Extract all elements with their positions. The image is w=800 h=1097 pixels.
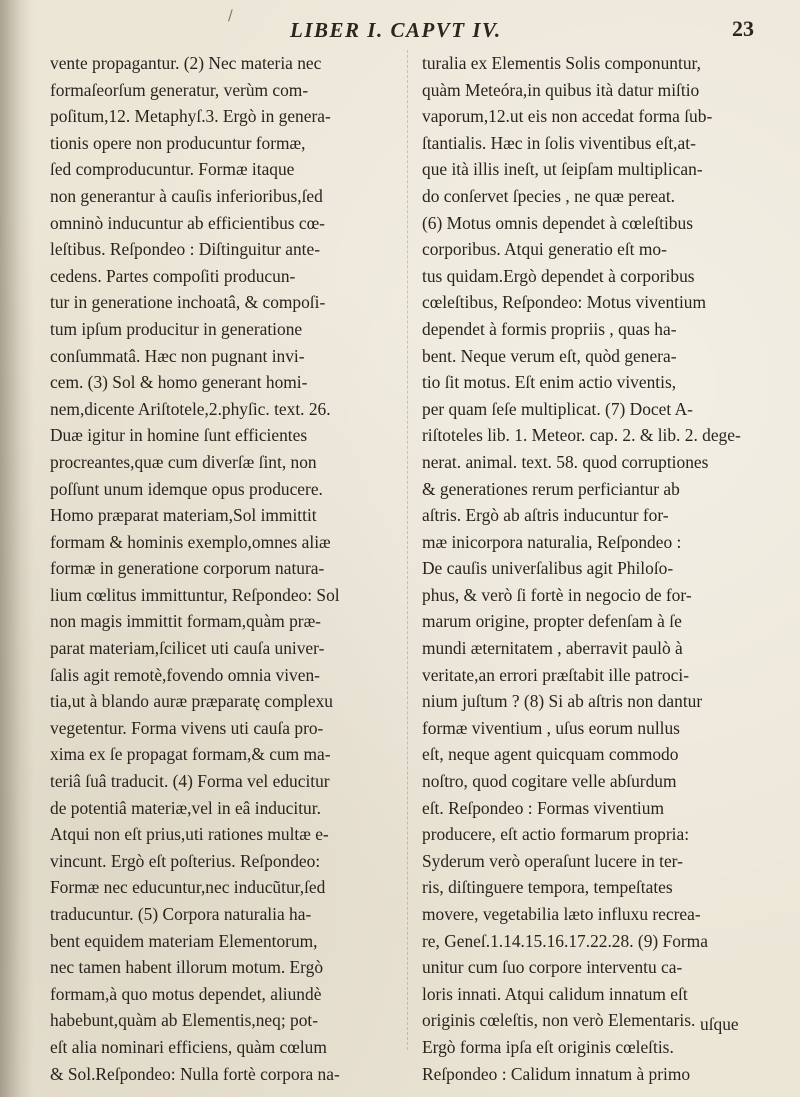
text-line: habebunt,quàm ab Elementis,neq; pot- — [50, 1010, 319, 1031]
text-line: poſſunt unum idemque opus producere. — [50, 478, 323, 499]
text-line: Homo præparat materiam,Sol immittit — [50, 505, 317, 526]
text-line: aſtris. Ergò ab aſtris inducuntur for- — [422, 505, 669, 526]
text-line: corporibus. Atqui generatio eſt mo- — [422, 239, 667, 260]
text-line: cem. (3) Sol & homo generant homi- — [50, 372, 308, 393]
page-number: 23 — [732, 16, 754, 41]
text-line: do conſervet ſpecies , ne quæ pereat. — [422, 185, 676, 206]
right-text-column — [422, 50, 774, 1087]
margin-mark: / — [228, 8, 233, 24]
catchword: uſque — [700, 1014, 739, 1034]
text-line: de potentiâ materiæ,vel in eâ inducitur. — [50, 797, 321, 818]
text-line: producere, eſt actio formarum propria: — [422, 824, 690, 845]
text-line: lium cœlitus immittuntur, Reſpondeo: Sol — [50, 584, 340, 605]
text-line: eſt. Reſpondeo : Formas viventium — [422, 797, 664, 818]
text-line: leſtibus. Reſpondeo : Diſtinguitur ante- — [50, 239, 320, 260]
text-line: tia,ut à blando auræ præparatę complexu — [50, 691, 333, 712]
text-line: quàm Meteóra,in quibus ità datur miſtio — [422, 79, 700, 100]
text-line: tus quidam.Ergò dependet à corporibus — [422, 265, 695, 286]
text-line: riſtoteles lib. 1. Meteor. cap. 2. & lib. 2. dege- — [422, 425, 741, 446]
text-line: loris innati. Atqui calidum innatum eſt — [422, 983, 688, 1004]
text-line: bent equidem materiam Elementorum, — [50, 930, 318, 951]
text-line: formæ in generatione corporum natura- — [50, 558, 325, 579]
text-line: Duæ igitur in homine ſunt efficientes — [50, 425, 308, 446]
text-line: noſtro, quod cogitare velle abſurdum — [422, 771, 677, 792]
text-line: nem,dicente Ariſtotele,2.phyſic. text. 26. — [50, 398, 331, 419]
text-line: traducuntur. (5) Corpora naturalia ha- — [50, 904, 312, 924]
text-line: formaſeorſum generatur, verùm com- — [50, 79, 309, 100]
text-line: (6) Motus omnis dependet à cœleſtibus — [422, 212, 693, 233]
text-line: Ergò forma ipſa eſt originis cœleſtis. — [422, 1036, 674, 1057]
gutter-shadow — [0, 0, 34, 1097]
text-line: poſitum,12. Metaphyſ.3. Ergò in genera- — [50, 106, 331, 127]
text-line: eſt, neque agent quicquam commodo — [422, 744, 679, 765]
text-line: tio ſit motus. Eſt enim actio viventis, — [422, 372, 677, 393]
text-line: Syderum verò operaſunt lucere in ter- — [422, 850, 683, 871]
text-line: tur in generatione inchoatâ, & compoſi- — [50, 292, 326, 313]
text-line: Formæ nec educuntur,nec inducũtur,ſed — [50, 877, 326, 898]
text-line: phus, & verò ſi fortè in negocio de for- — [422, 584, 692, 605]
text-line: nium juſtum ? (8) Si ab aſtris non dantur — [422, 691, 703, 712]
text-line: tum ipſum producitur in generatione — [50, 318, 303, 339]
text-line: non generantur à cauſis inferioribus,ſed — [50, 185, 323, 206]
text-line: re, Geneſ.1.14.15.16.17.22.28. (9) Forma — [422, 930, 708, 951]
text-line: mæ inicorpora naturalia, Reſpondeo : — [422, 531, 682, 552]
text-line: ſalis agit remotè,fovendo omnia viven- — [50, 664, 320, 685]
text-line: ſed comproducuntur. Formæ itaque — [50, 159, 295, 180]
text-line: unitur cum ſuo corpore interventu ca- — [422, 957, 683, 978]
text-line: nerat. animal. text. 58. quod corruptiones — [422, 451, 709, 472]
text-line: vaporum,12.ut eis non accedat forma ſub- — [422, 106, 713, 127]
text-line: procreantes,quæ cum diverſæ ſint, non — [50, 451, 317, 472]
text-line: vincunt. Ergò eſt poſterius. Reſpondeo: — [50, 850, 321, 871]
text-line: teriâ ſuâ traducit. (4) Forma vel educitur — [50, 771, 330, 792]
text-line: originis cœleſtis, non verò Elementaris. — [422, 1010, 696, 1031]
text-line: ris, diſtinguere tempora, tempeſtates — [422, 877, 673, 898]
text-line: Reſpondeo : Calidum innatum à primo — [422, 1063, 691, 1084]
text-line: cœleſtibus, Reſpondeo: Motus viventium — [422, 292, 707, 313]
text-line: Atqui non eſt prius,uti rationes multæ e- — [50, 824, 329, 845]
text-line: mundi æternitatem , aberravit paulò à — [422, 638, 683, 659]
text-line: eſt alia nominari efficiens, quàm cœlum — [50, 1036, 327, 1057]
text-line: nec tamen habent illorum motum. Ergò — [50, 957, 324, 978]
text-line: cedens. Partes compoſiti producun- — [50, 265, 296, 286]
text-line: per quam ſeſe multiplicat. (7) Docet A- — [422, 398, 693, 419]
text-line: movere, vegetabilia læto influxu recrea- — [422, 904, 701, 924]
text-line: vente propagantur. (2) Nec materia nec — [50, 53, 322, 73]
text-line: veritate,an errori præſtabit ille patroci- — [422, 664, 690, 685]
text-line: De cauſis univerſalibus agit Philoſo- — [422, 558, 674, 579]
text-line: parat materiam,ſcilicet uti cauſa univer- — [50, 638, 325, 659]
text-line: tionis opere non producuntur formæ, — [50, 132, 306, 153]
text-line: formam & hominis exemplo,omnes aliæ — [50, 531, 331, 552]
text-line: omninò inducuntur ab efficientibus cœ- — [50, 212, 325, 233]
text-line: bent. Neque verum eſt, quòd genera- — [422, 345, 677, 366]
text-line: conſummatâ. Hæc non pugnant invi- — [50, 345, 305, 366]
text-line: xima ex ſe propagat formam,& cum ma- — [50, 744, 331, 765]
text-line: formam,à quo motus dependet, aliundè — [50, 983, 322, 1004]
text-line: marum origine, propter defenſam à ſe — [422, 611, 682, 632]
text-line: que ità illis ineſt, ut ſeipſam multiplican- — [422, 159, 703, 180]
text-line: turalia ex Elementis Solis componuntur, — [422, 53, 701, 73]
left-text-column — [50, 50, 395, 1087]
text-line: non magis immittit formam,quàm præ- — [50, 611, 321, 632]
running-head: LIBER I. CAPVT IV. — [290, 18, 502, 42]
text-line: & generationes rerum perficiantur ab — [422, 478, 680, 499]
column-divider — [407, 50, 408, 1050]
text-line: & Sol.Reſpondeo: Nulla fortè corpora na- — [50, 1063, 340, 1084]
text-line: vegetentur. Forma vivens uti cauſa pro- — [50, 717, 324, 738]
text-line: ſtantialis. Hæc in ſolis viventibus eſt,at- — [422, 132, 696, 153]
text-line: formæ viventium , uſus eorum nullus — [422, 717, 680, 738]
text-line: dependet à formis propriis , quas ha- — [422, 318, 677, 339]
